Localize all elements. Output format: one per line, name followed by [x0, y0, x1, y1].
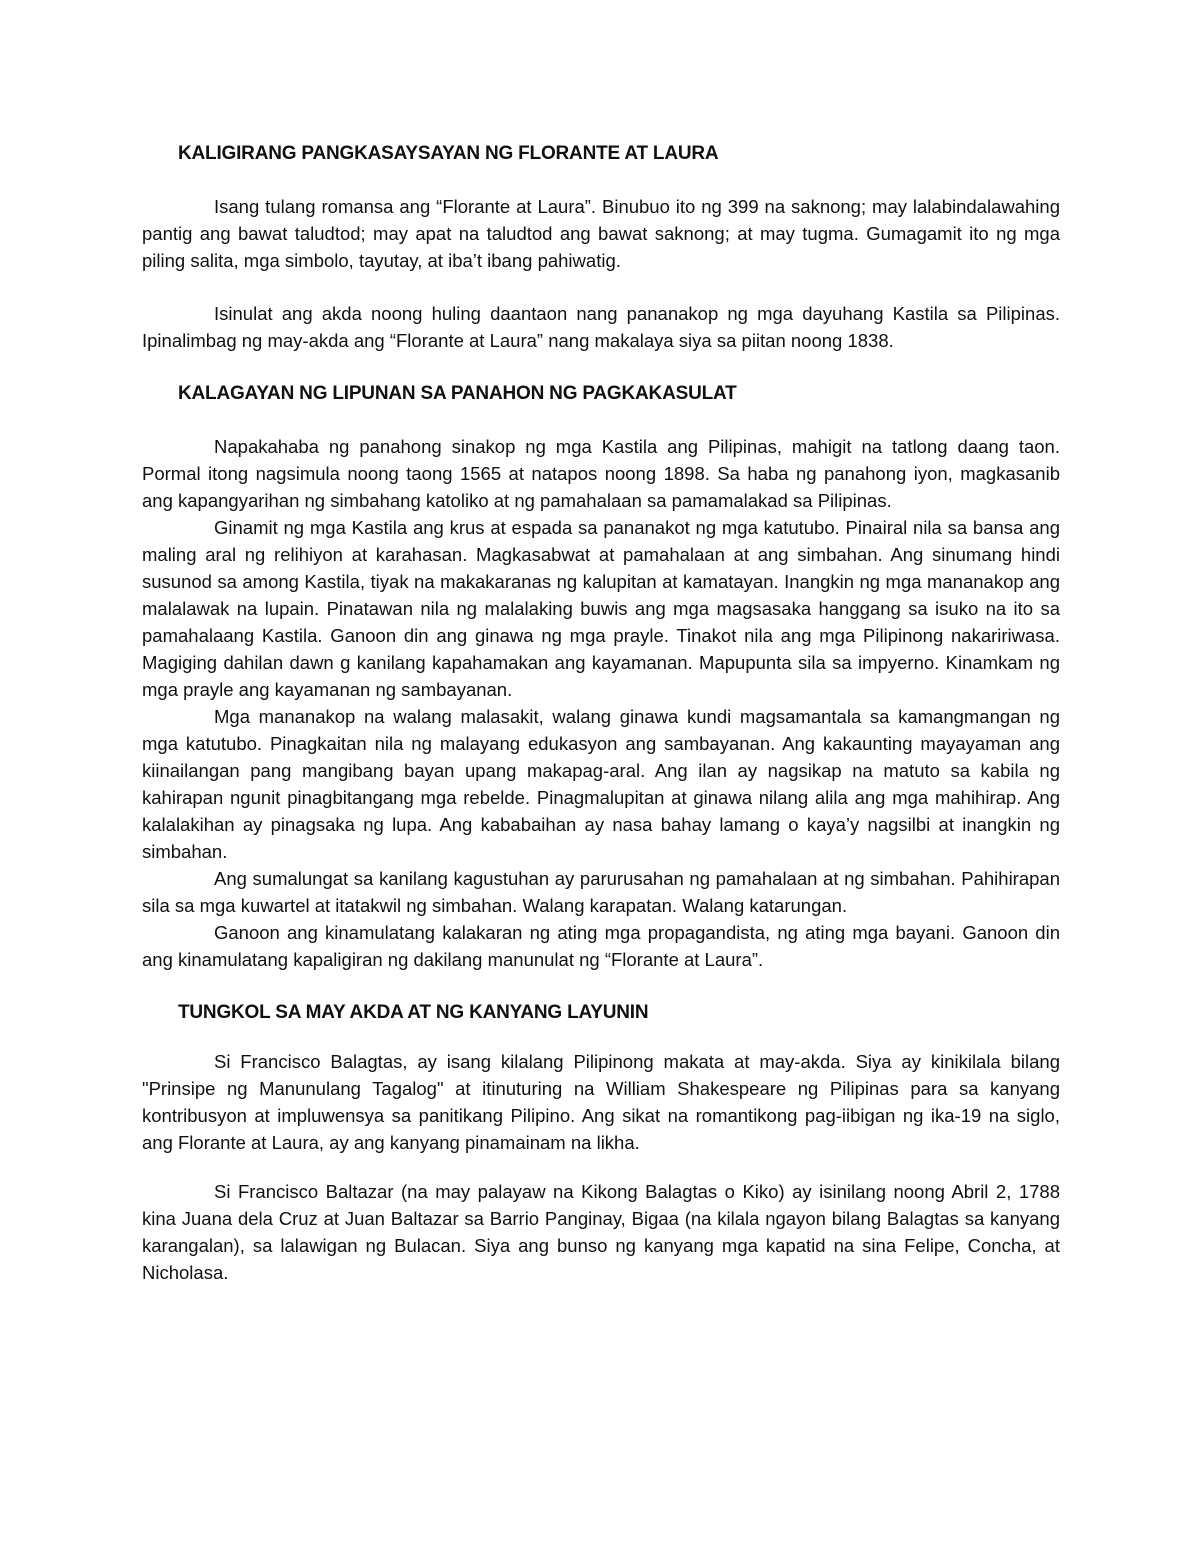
paragraph: Si Francisco Balagtas, ay isang kilalang Pilipinong makata at may-akda. Siya ay kinikilala bilang "Prinsipe ng Manunulang Tagalog" at itinuturing na William Shakespeare ng Pilipinas para sa kanyang kontribusyon at impluwensya sa panitikang Pilipino. Ang sikat na romantikong pag-iibigan ng ika-19 na siglo, ang Florante at Laura, ay ang kanyang pinamainam na likha. [142, 1051, 1060, 1153]
section-heading-tungkol: TUNGKOL SA MAY AKDA AT NG KANYANG LAYUNIN [178, 1002, 649, 1023]
paragraph: Ganoon ang kinamulatang kalakaran ng ating mga propagandista, ng ating mga bayani. Ganoon din ang kinamulatang kapaligiran ng dakilang manunulat ng “Florante at Laura”. [142, 922, 1060, 970]
document-page [142, 140, 1060, 1286]
paragraph: Si Francisco Baltazar (na may palayaw na Kikong Balagtas o Kiko) ay isinilang noong Abril 2, 1788 kina Juana dela Cruz at Juan Baltazar sa Barrio Panginay, Bigaa (na kilala ngayon bilang Balagtas sa kanyang karangalan), sa lalawigan ng Bulacan. Siya ang bunso ng kanyang mga kapatid na sina Felipe, Concha, at Nicholasa. [142, 1181, 1060, 1283]
section-heading-kalagayan: KALAGAYAN NG LIPUNAN SA PANAHON NG PAGKAKASULAT [178, 383, 737, 404]
paragraph: Napakahaba ng panahong sinakop ng mga Kastila ang Pilipinas, mahigit na tatlong daang taon. Pormal itong nagsimula noong taong 1565 at natapos noong 1898. Sa haba ng panahong iyon, magkasanib ang kapangyarihan ng simbahang katoliko at ng pamahalaan sa pamamalakad sa Pilipinas. [142, 436, 1060, 511]
paragraph: Isang tulang romansa ang “Florante at Laura”. Binubuo ito ng 399 na saknong; may lalabindalawahing pantig ang bawat taludtod; may apat na taludtod ang bawat saknong; at may tugma. Gumagamit ito ng mga piling salita, mga simbolo, tayutay, at iba’t ibang pahiwatig. [142, 196, 1060, 271]
paragraph: Ginamit ng mga Kastila ang krus at espada sa pananakot ng mga katutubo. Pinairal nila sa bansa ang maling aral ng relihiyon at karahasan. Magkasabwat at pamahalaan at ang simbahan. Ang sinumang hindi susunod sa among Kastila, tiyak na makakaranas ng kalupitan at kamatayan. Inangkin ng mga mananakop ang malalawak na lupain. Pinatawan nila ng malalaking buwis ang mga magsasaka hanggang sa isuko na ito sa pamahalaang Kastila. Ganoon din ang ginawa ng mga prayle. Tinakot nila ang mga Pilipinong nakaririwasa. Magiging dahilan dawn g kanilang kapahamakan ang kayamanan. Mapupunta sila sa impyerno. Kinamkam ng mga prayle ang kayamanan ng sambayanan. [142, 517, 1060, 700]
section-heading-kaligirang: KALIGIRANG PANGKASAYSAYAN NG FLORANTE AT LAURA [178, 143, 719, 164]
paragraph: Mga mananakop na walang malasakit, walang ginawa kundi magsamantala sa kamangmangan ng mga katutubo. Pinagkaitan nila ng malayang edukasyon ang sambayanan. Ang kakaunting mayayaman ang kiinailangan pang mangibang bayan upang makapag-aral. Ang ilan ay nagsikap na matuto sa kabila ng kahirapan ngunit pinagbitangang mga rebelde. Pinagmalupitan at ginawa nilang alila ang mga mahihirap. Ang kalalakihan ay pinagsaka ng lupa. Ang kababaihan ay nasa bahay lamang o kaya’y nagsilbi at inangkin ng simbahan. [142, 706, 1060, 862]
paragraph: Ang sumalungat sa kanilang kagustuhan ay parurusahan ng pamahalaan at ng simbahan. Pahihirapan sila sa mga kuwartel at itatakwil ng simbahan. Walang karapatan. Walang katarungan. [142, 868, 1060, 916]
paragraph: Isinulat ang akda noong huling daantaon nang pananakop ng mga dayuhang Kastila sa Pilipinas. Ipinalimbag ng may-akda ang “Florante at Laura” nang makalaya siya sa piitan noong 1838. [142, 303, 1060, 351]
